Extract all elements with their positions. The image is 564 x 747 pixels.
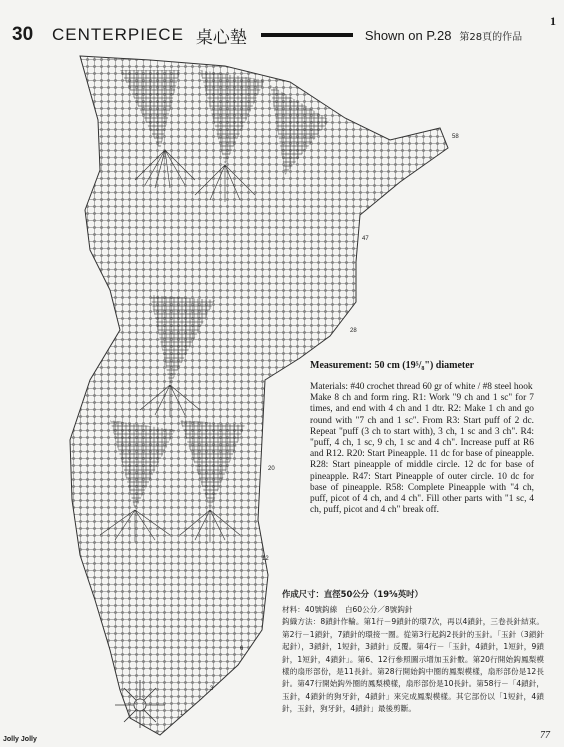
round-label: 1 [180,711,184,717]
round-label: 12 [262,556,269,562]
english-instructions [310,382,534,516]
watermark-text: Jolly Jolly [3,736,37,743]
chinese-instructions [282,604,544,716]
round-label: 28 [350,328,357,334]
instructions-text: Make 8 ch and form ring. R1: Work "9 ch and 1 sc" for 7 times, and end with 4 ch and 1 dtr. R2: Make 1 ch and go round with "7 ch and 1 sc". From R3: Start puff of 2 dc. Repeat "puff (3 ch to start with), 3 ch, 1 sc and 3 ch". R4: "puff, 4 ch, 1 sc, 9 ch, 1 sc and 4 ch". Increase puff at R6 and R12. R20: Start Pineapple. 11 dc for base of pineapple. R28: Start pineapple of middle circle. 12 dc for base of pineapple. R47: Start Pineapple of outer circle. 10 dc for base of pineapple. R58: Complete Pineapple with "4 ch, puff, picot of 4 ch, and 4 ch". Fill other parts with "1 sc, 4 ch, puff, picot and 4 ch" break off. [310,393,534,516]
round-label: 6 [240,646,244,652]
round-label: 3 [210,686,214,692]
measurement-text: Measurement: 50 cm (19⁵/₈") diameter [310,360,475,371]
round-label: 58 [452,134,459,140]
pattern-title: CENTERPIECE [52,25,184,44]
pattern-title-chinese: 桌心墊 [195,27,247,48]
round-label: 20 [268,466,275,472]
materials-text: Materials: #40 crochet thread 60 gr of white / #8 steel hook [310,382,533,392]
shown-on-reference-chinese: 第28頁的作品 [459,31,523,43]
page-footer-number: 77 [540,730,550,741]
shown-on-reference: Shown on P.28 [364,27,452,43]
measurement-text-chinese: 作成尺寸：直徑50公分（19⅝英吋） [282,589,423,599]
materials-text-chinese: 材料：40號鈎線 白60公分／8號鈎針 [282,605,413,614]
margin-mark: 1 [550,14,556,28]
page-number: 30 [12,24,34,45]
round-label: 47 [362,236,369,242]
instructions-text-chinese: 鈎織方法：8鎖針作輪。第1行－9鎖針的環7次，再以4鎖針，三卷長針結束。第2行－1鎖針，7鎖針的環接一圈。從第3行起鈎2長針的玉針。「玉針（3鎖針起針），3鎖針，1短針，3鎖針」反覆。第4行－「玉針，4鎖針，1短針，9鎖針，1短針，4鎖針」。第6、12行參照圖示增加玉針數。第20行開始鈎鳳梨模樣的扇形部份，是11長針。第28行開始鈎中圈的鳳梨模樣，扇形部份是12長針。第47行開始鈎外圈的鳳梨模樣，扇形部份是10長針。第58行－「4鎖針，玉針，4鎖針的狗牙針，4鎖針」來完成鳳梨模樣。其它部份以「1短針，4鎖針，玉針，狗牙針，4鎖針」最後剪斷。 [282,617,544,714]
